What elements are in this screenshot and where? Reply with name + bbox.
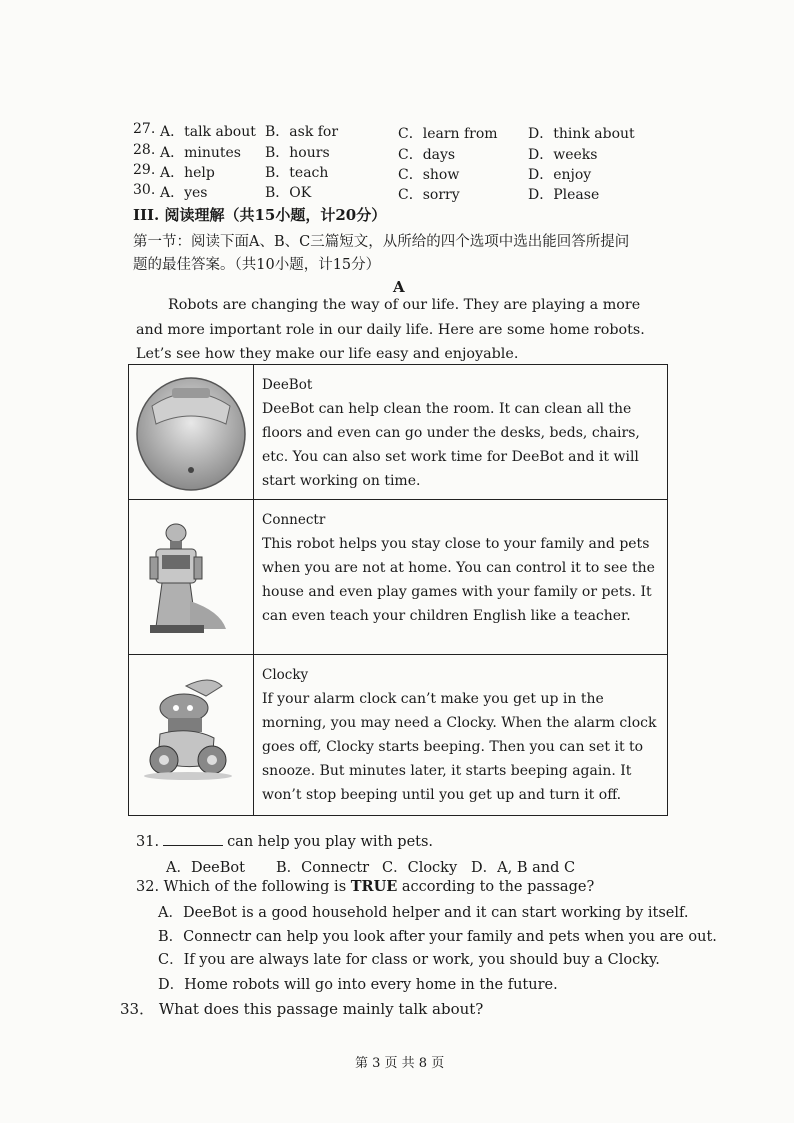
- clocky-description-cell: [254, 655, 668, 816]
- connectr-robot-icon: [130, 501, 252, 649]
- cloze-option-b: B．OK: [265, 185, 312, 201]
- robot-name: Connectr: [262, 512, 326, 528]
- cloze-question-number: 29.: [133, 162, 156, 178]
- question-31: [136, 834, 433, 850]
- cloze-option-b: B．ask for: [265, 124, 339, 140]
- page-footer: 第 3 页 共 8 页: [355, 1056, 445, 1071]
- question-stem: can help you play with pets.: [227, 834, 434, 850]
- question-stem-post: according to the passage?: [397, 879, 595, 895]
- robot-description: If your alarm clock can’t make you get up in the morning, you may need a Clocky. When the alarm clock goes off, Clocky starts beeping. Then you can set it to snooze. But minutes later, it starts beeping again. It won’t stop beeping until you get up and turn it off.: [262, 691, 657, 803]
- cloze-option-d: D．enjoy: [528, 167, 592, 183]
- intro-paragraph: Robots are changing the way of our life. They are playing a more and more important role in our daily life. Here are some home robots. Let’s see how they make our life easy and enjoyable.: [136, 297, 645, 362]
- section-title: III. 阅读理解（共15小题，计20分）: [133, 206, 387, 224]
- robot-description: This robot helps you stay close to your family and pets when you are not at home. You can control it to see the house and even play games with your family or pets. It can even teach your children English like a teacher.: [262, 536, 655, 624]
- question-stem-pre: Which of the following is: [163, 879, 351, 895]
- cloze-option-c: C．show: [398, 167, 460, 183]
- question-stem: What does this passage mainly talk about?: [158, 1000, 484, 1018]
- robot-name: Clocky: [262, 667, 309, 683]
- connectr-image-cell: [129, 500, 254, 655]
- q31-option-d: D．A, B and C: [471, 860, 576, 876]
- cloze-option-b: B．teach: [265, 165, 329, 181]
- clocky-robot-icon: [130, 656, 252, 810]
- robots-table: [128, 364, 668, 816]
- passage-label: A: [393, 278, 405, 296]
- cloze-option-a: A．help: [160, 165, 215, 181]
- instructions-line-2: 题的最佳答案。（共10小题，计15分）: [133, 257, 381, 273]
- cloze-option-c: C．sorry: [398, 187, 460, 203]
- clocky-image-cell: [129, 655, 254, 816]
- q32-option-a: A．DeeBot is a good household helper and it can start working by itself.: [158, 905, 689, 921]
- connectr-description-cell: [254, 500, 668, 655]
- deebot-robot-icon: [130, 366, 252, 494]
- cloze-option-a: A．talk about: [160, 124, 256, 140]
- cloze-option-a: A．minutes: [160, 145, 241, 161]
- cloze-option-c: C．days: [398, 147, 456, 163]
- question-number: 32.: [136, 879, 160, 895]
- q31-option-c: C．Clocky: [382, 860, 458, 876]
- question-number: 33．: [120, 1000, 155, 1018]
- q32-option-c: C．If you are always late for class or work, you should buy a Clocky.: [158, 952, 660, 968]
- cloze-option-c: C．learn from: [398, 126, 498, 142]
- q31-option-a: A．DeeBot: [166, 860, 245, 876]
- table-row: [129, 365, 668, 500]
- q31-option-b: B．Connectr: [276, 860, 370, 876]
- q32-option-d: D．Home robots will go into every home in the future.: [158, 977, 558, 993]
- cloze-option-b: B．hours: [265, 145, 330, 161]
- robot-name: DeeBot: [262, 377, 313, 393]
- table-row: [129, 655, 668, 816]
- question-32: [136, 878, 594, 895]
- question-33: [120, 998, 483, 1019]
- deebot-description-cell: [254, 365, 668, 500]
- cloze-option-d: D．think about: [528, 126, 635, 142]
- cloze-option-a: A．yes: [160, 185, 208, 201]
- cloze-option-d: D．weeks: [528, 147, 598, 163]
- cloze-question-number: 28.: [133, 142, 156, 158]
- question-stem-bold: TRUE: [350, 878, 398, 895]
- table-row: [129, 500, 668, 655]
- q32-option-b: B．Connectr can help you look after your family and pets when you are out.: [158, 929, 717, 945]
- robot-description: DeeBot can help clean the room. It can clean all the floors and even can go under the desks, beds, chairs, etc. You can also set work time for DeeBot and it will start working on time.: [262, 401, 640, 489]
- cloze-question-number: 27.: [133, 121, 156, 137]
- answer-blank: [163, 845, 223, 846]
- cloze-option-d: D．Please: [528, 187, 600, 203]
- question-number: 31.: [136, 834, 160, 850]
- instructions-line-1: 第一节：阅读下面A、B、C三篇短文，从所给的四个选项中选出能回答所提问: [133, 234, 630, 250]
- cloze-question-number: 30.: [133, 182, 156, 198]
- deebot-image-cell: [129, 365, 254, 500]
